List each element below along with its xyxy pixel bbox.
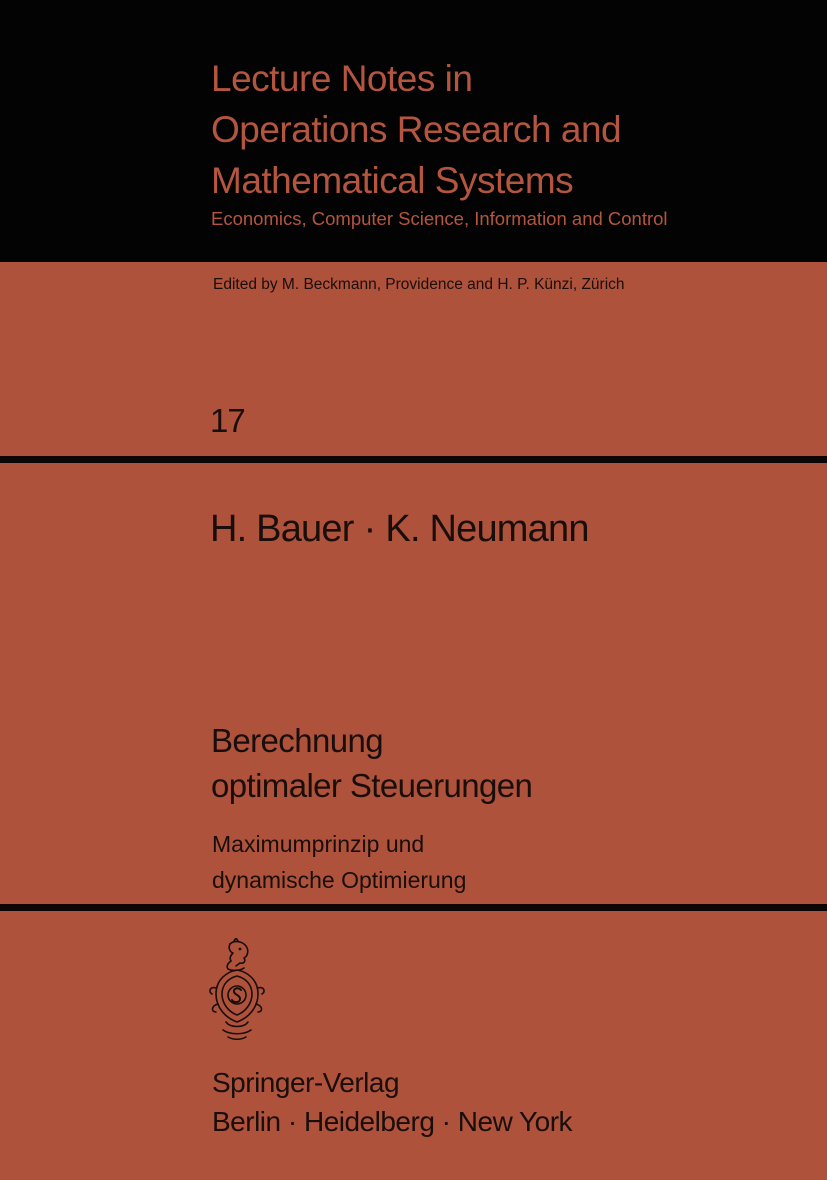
lower-divider-rule xyxy=(0,904,827,911)
series-title-line-1: Lecture Notes in xyxy=(211,58,473,99)
book-subtitle-line-2: dynamische Optimierung xyxy=(212,867,467,893)
book-title-line-2: optimaler Steuerungen xyxy=(211,767,533,804)
series-title-line-2: Operations Research and xyxy=(211,109,622,150)
authors-line xyxy=(210,510,589,548)
publisher-cities: Berlin · Heidelberg · New York xyxy=(212,1106,573,1137)
author-neumann: K. Neumann xyxy=(385,508,589,550)
author-bauer: H. Bauer xyxy=(210,508,354,550)
series-title-line-3: Mathematical Systems xyxy=(211,160,574,201)
book-subtitle-line-1: Maximumprinzip und xyxy=(212,831,425,857)
springer-chess-knight-logo-icon xyxy=(206,938,268,1042)
series-header-band xyxy=(0,0,827,262)
series-subtitle: Economics, Computer Science, Information and Control xyxy=(211,208,668,229)
upper-divider-rule xyxy=(0,456,827,463)
book-title-line-1: Berechnung xyxy=(211,722,383,759)
author-separator: · xyxy=(363,508,376,550)
publisher-name: Springer-Verlag xyxy=(212,1067,400,1098)
volume-number: 17 xyxy=(210,402,245,439)
series-editors: Edited by M. Beckmann, Providence and H. P. Künzi, Zürich xyxy=(213,276,625,293)
